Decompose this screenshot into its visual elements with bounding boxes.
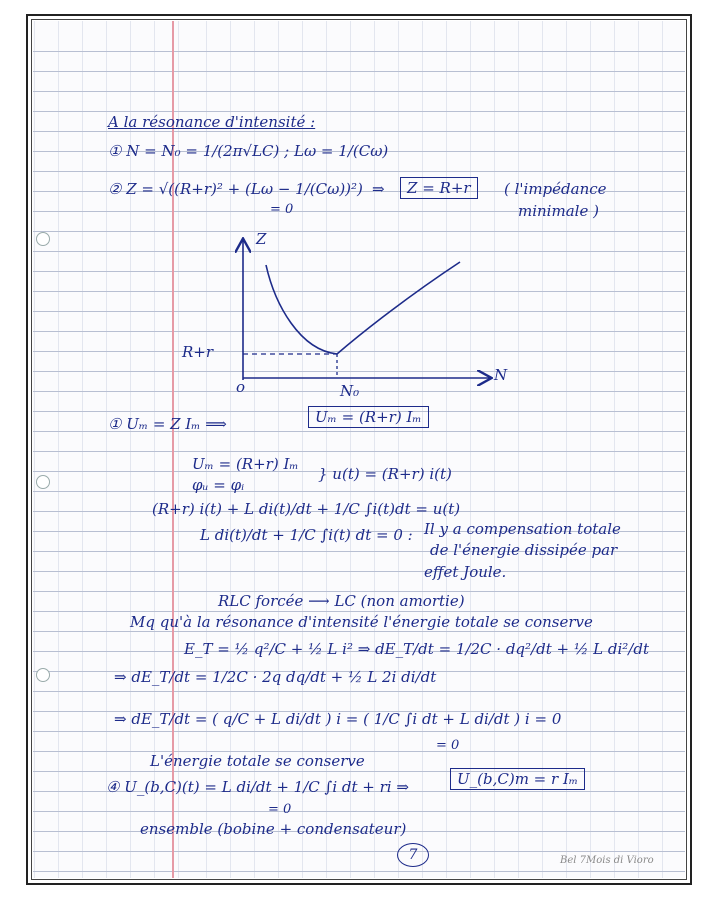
graph-n-label: N	[494, 366, 508, 384]
total-energy-line: E_T = ½ q²/C + ½ L i² ⇒ dE_T/dt = 1/2C · dq²/dt + ½ L di²/dt	[184, 640, 649, 658]
impedance-zero-note: = 0	[270, 202, 294, 217]
coil-capacitor-result-box: U_(b,C)m = r Iₘ	[450, 768, 585, 790]
amplitude-eq: Uₘ = (R+r) Iₘ	[192, 455, 299, 473]
energy-derivative-zero: ⇒ dE_T/dt = ( q/C + L di/dt ) i = ( 1/C ∫i dt + L di/dt ) i = 0	[114, 710, 562, 728]
phase-eq: φᵤ = φᵢ	[192, 476, 245, 494]
voltage-result-box: Uₘ = (R+r) Iₘ	[308, 406, 429, 428]
impedance-note-cont: minimale )	[518, 202, 599, 220]
voltage-time-eq: } u(t) = (R+r) i(t)	[318, 465, 452, 483]
resonance-frequency-line: ① N = N₀ = 1/(2π√LC) ; Lω = 1/(Cω)	[108, 142, 389, 160]
graph-origin-label: o	[236, 378, 246, 396]
lc-equation: L di(t)/dt + 1/C ∫i(t) dt = 0 :	[200, 526, 413, 544]
graph-z-label: Z	[256, 230, 267, 248]
energy-conserved-line: L'énergie totale se conserve	[150, 752, 365, 770]
graph-r-label: R+r	[182, 343, 214, 361]
impedance-result-box: Z = R+r	[400, 177, 478, 199]
energy-derivative-line: ⇒ dE_T/dt = 1/2C · 2q dq/dt + ½ L 2i di/dt	[114, 668, 437, 686]
show-conservation-line: Mq qu'à la résonance d'intensité l'énergie totale se conserve	[130, 613, 593, 631]
impedance-formula: ② Z = √((R+r)² + (Lω − 1/(Cω))²)	[108, 180, 363, 198]
implies-arrow: ⇒	[372, 180, 385, 198]
graph-n0-label: N₀	[340, 382, 360, 400]
voltage-amplitude-line: ① Uₘ = Z Iₘ ⟹	[108, 415, 227, 433]
energy-zero-note: = 0	[436, 738, 460, 753]
page-title: A la résonance d'intensité :	[108, 113, 316, 131]
rlc-to-lc-line: RLC forcée ⟶ LC (non amortie)	[218, 592, 465, 610]
ensemble-note: ensemble (bobine + condensateur)	[140, 820, 407, 838]
signature: Bel 7Mois di Vioro	[560, 855, 654, 866]
coil-capacitor-voltage: ④ U_(b,C)(t) = L di/dt + 1/C ∫i dt + ri ⇒	[106, 778, 409, 796]
graph-curve	[266, 262, 460, 354]
compensation-note-2: de l'énergie dissipée par	[430, 541, 618, 559]
compensation-note-3: effet Joule.	[424, 563, 507, 581]
impedance-note: ( l'impédance	[504, 180, 607, 198]
compensation-note: Il y a compensation totale	[424, 520, 621, 538]
coil-zero-note: = 0	[268, 802, 292, 817]
kirchhoff-equation: (R+r) i(t) + L di(t)/dt + 1/C ∫i(t)dt = u(t)	[152, 500, 461, 518]
page-number: 7	[397, 843, 429, 867]
